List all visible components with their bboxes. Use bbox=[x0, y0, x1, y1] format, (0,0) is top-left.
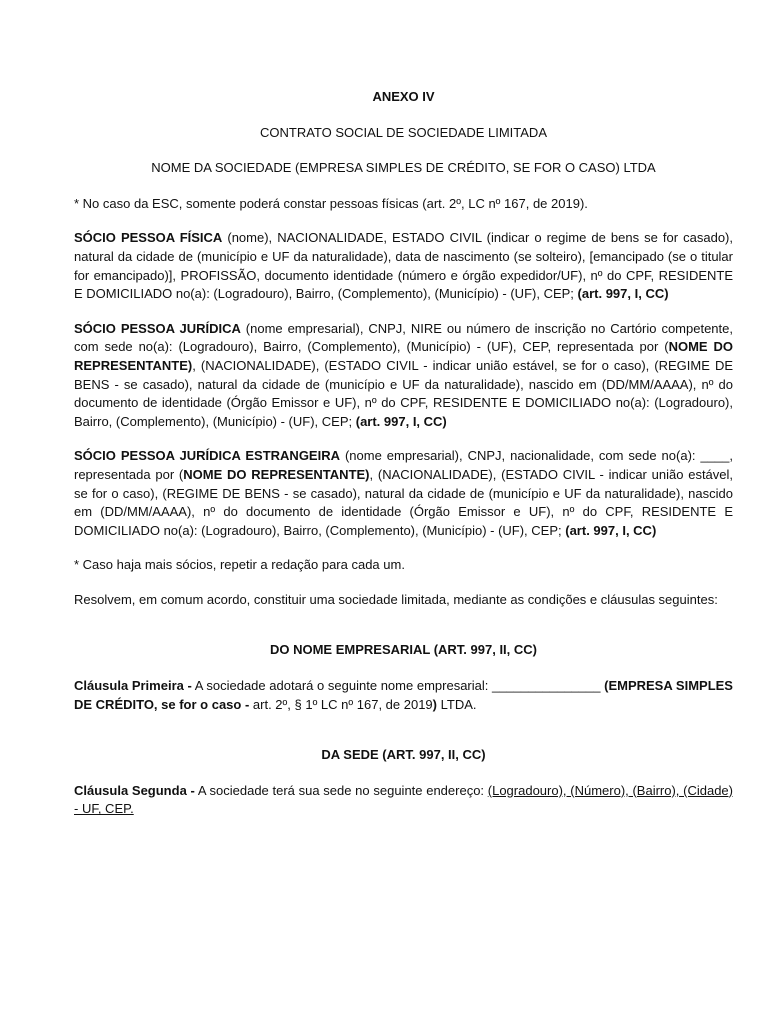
socio-pj-text2: , (NACIONALIDADE), (ESTADO CIVIL - indicar união estável, se for o caso), (REGIME DE BENS - se casado), natural da cidade de (município e UF da naturalidade), nascido em (DD/MM/AAAA), nº do documento de identidade (Órgão Emissor e UF), nº do CPF, RESIDENTE E DOMICILIADO no(a): (Logradouro), Bairro, (Complemento), (Município) - (UF), CEP; bbox=[74, 357, 733, 429]
company-name-line: NOME DA SOCIEDADE (EMPRESA SIMPLES DE CRÉDITO, SE FOR O CASO) LTDA bbox=[151, 160, 656, 176]
socio-pje-text2: , (NACIONALIDADE), (ESTADO CIVIL - indicar união estável, se for o caso), (REGIME DE BENS - se casado), natural da cidade de (município e UF da naturalidade), nascido em (DD/MM/AAAA), nº do documento de identidade (Órgão Emissor e UF), nº do CPF, RESIDENTE E DOMICILIADO no(a): (Logradouro), Bairro, (Complemento), (Município) - (UF), CEP; bbox=[74, 466, 734, 538]
socio-pf-text: (nome), NACIONALIDADE, ESTADO CIVIL (indicar o regime de bens se for casado), natural da cidade de (município e UF da naturalidade), data de nascimento (se solteiro), [emancipado (se o titular for emancipado)], PROFISSÃO, documento identidade (número e órgão expedidor/UF), nº do CPF, RESIDENTE E DOMICILIADO no(a): (Logradouro), Bairro, (Complemento), (Município) - (UF), CEP; bbox=[74, 230, 733, 302]
socio-pje-rep: NOME DO REPRESENTANTE) bbox=[183, 466, 370, 482]
annex-title: ANEXO IV bbox=[372, 89, 435, 104]
socio-pje-label: SÓCIO PESSOA JURÍDICA ESTRANGEIRA bbox=[74, 448, 340, 464]
clausula-segunda-label: Cláusula Segunda - bbox=[74, 782, 195, 798]
socio-pessoa-juridica bbox=[74, 320, 733, 432]
socio-pj-ref: (art. 997, I, CC) bbox=[355, 413, 447, 429]
clausula-primeira-text1: A sociedade adotará o seguinte nome empresarial: _______________ bbox=[191, 678, 605, 694]
socio-pj-text1: (nome empresarial), CNPJ, NIRE ou número de inscrição no Cartório competente, com sede no(a): (Logradouro), Bairro, (Complemento), (Município) - (UF), CEP, representada por ( bbox=[74, 320, 733, 355]
socio-pf-label: SÓCIO PESSOA FÍSICA bbox=[74, 230, 223, 246]
clausula-segunda-text: A sociedade terá sua sede no seguinte endereço: bbox=[194, 782, 488, 798]
document-content bbox=[74, 88, 733, 835]
socio-pje-ref: (art. 997, I, CC) bbox=[565, 522, 657, 538]
esc-note: * No caso da ESC, somente poderá constar pessoas físicas (art. 2º, LC nº 167, de 2019). bbox=[74, 195, 588, 211]
socio-pessoa-juridica-estrangeira bbox=[74, 447, 733, 540]
socio-pje-text1: (nome empresarial), CNPJ, nacionalidade, com sede no(a): ____, representada por ( bbox=[74, 448, 733, 482]
socio-pf-ref: (art. 997, I, CC) bbox=[577, 286, 669, 302]
section-title-nome-empresarial: DO NOME EMPRESARIAL (ART. 997, II, CC) bbox=[269, 642, 537, 658]
clausula-primeira bbox=[74, 677, 733, 714]
clausula-primeira-ltda: LTDA. bbox=[437, 696, 477, 712]
socio-pj-rep: NOME DO REPRESENTANTE) bbox=[74, 339, 733, 373]
socio-pj-label: SÓCIO PESSOA JURÍDICA bbox=[74, 320, 241, 336]
clausula-segunda-address: (Logradouro), (Número), (Bairro), (Cidade) - UF, CEP. bbox=[74, 782, 733, 817]
resolvem-paragraph: Resolvem, em comum acordo, constituir uma sociedade limitada, mediante as condições e cláusulas seguintes: bbox=[74, 591, 718, 607]
socio-pessoa-fisica bbox=[74, 229, 733, 303]
more-partners-note: * Caso haja mais sócios, repetir a redação para cada um. bbox=[74, 557, 405, 573]
clausula-primeira-esc: (EMPRESA SIMPLES DE CRÉDITO, se for o caso - bbox=[74, 678, 733, 712]
section-title-sede: DA SEDE (ART. 997, II, CC) bbox=[321, 747, 486, 763]
clausula-primeira-paren: ) bbox=[432, 696, 438, 712]
contract-title: CONTRATO SOCIAL DE SOCIEDADE LIMITADA bbox=[259, 124, 547, 140]
clausula-primeira-label: Cláusula Primeira - bbox=[74, 678, 192, 694]
clausula-segunda bbox=[74, 782, 733, 819]
clausula-primeira-ref: art. 2º, § 1º LC nº 167, de 2019 bbox=[249, 696, 433, 712]
